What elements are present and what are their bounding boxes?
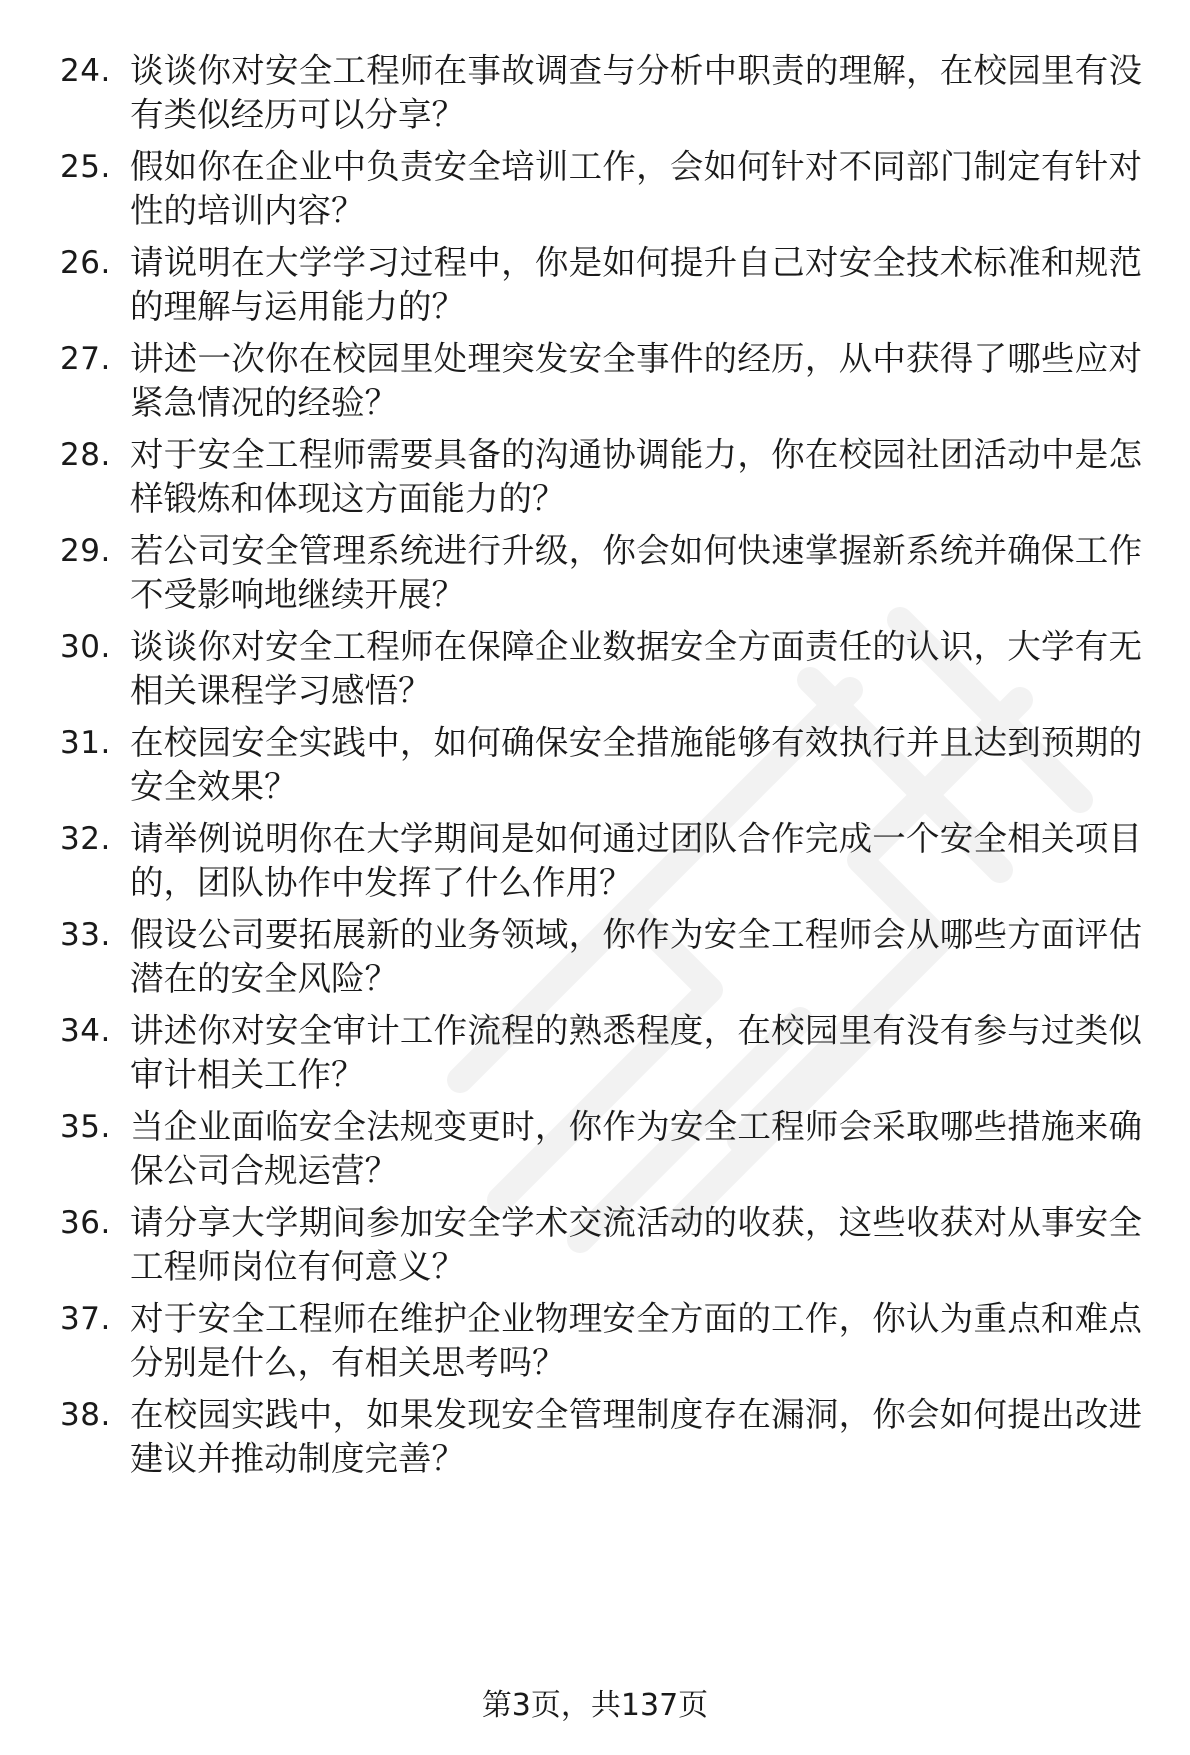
question-item — [0, 241, 1190, 341]
question-item — [0, 817, 1190, 917]
question-text: 假如你在企业中负责安全培训工作，会如何针对不同部门制定有针对性的培训内容？ — [130, 147, 1142, 230]
question-text: 请分享大学期间参加安全学术交流活动的收获，这些收获对从事安全工程师岗位有何意义？ — [130, 1203, 1142, 1286]
question-text: 当企业面临安全法规变更时，你作为安全工程师会采取哪些措施来确保公司合规运营？ — [130, 1107, 1142, 1190]
question-number: 38. — [60, 1397, 111, 1433]
question-text: 讲述你对安全审计工作流程的熟悉程度，在校园里有没有参与过类似审计相关工作？ — [130, 1011, 1142, 1094]
question-number: 31. — [60, 725, 111, 761]
question-number: 32. — [60, 821, 111, 857]
question-number: 29. — [60, 533, 111, 569]
question-number: 25. — [60, 149, 111, 185]
question-item — [0, 1009, 1190, 1109]
question-text: 谈谈你对安全工程师在保障企业数据安全方面责任的认识，大学有无相关课程学习感悟？ — [130, 627, 1142, 710]
question-text: 对于安全工程师需要具备的沟通协调能力，你在校园社团活动中是怎样锻炼和体现这方面能力的？ — [130, 435, 1142, 518]
question-text: 在校园实践中，如果发现安全管理制度存在漏洞，你会如何提出改进建议并推动制度完善？ — [130, 1395, 1142, 1478]
question-number: 27. — [60, 341, 111, 377]
question-item — [0, 1297, 1190, 1397]
question-item — [0, 721, 1190, 821]
question-item — [0, 433, 1190, 533]
question-number: 35. — [60, 1109, 111, 1145]
question-text: 请举例说明你在大学期间是如何通过团队合作完成一个安全相关项目的，团队协作中发挥了什么作用？ — [130, 819, 1142, 902]
question-number: 36. — [60, 1205, 111, 1241]
question-text: 谈谈你对安全工程师在事故调查与分析中职责的理解，在校园里有没有类似经历可以分享？ — [130, 51, 1142, 134]
question-text: 在校园安全实践中，如何确保安全措施能够有效执行并且达到预期的安全效果？ — [130, 723, 1142, 806]
question-number: 26. — [60, 245, 111, 281]
question-number: 33. — [60, 917, 111, 953]
question-number: 28. — [60, 437, 111, 473]
question-item — [0, 625, 1190, 725]
question-item — [0, 1201, 1190, 1301]
question-text: 对于安全工程师在维护企业物理安全方面的工作，你认为重点和难点分别是什么，有相关思考吗？ — [130, 1299, 1142, 1382]
question-item — [0, 1393, 1190, 1493]
question-text: 请说明在大学学习过程中，你是如何提升自己对安全技术标准和规范的理解与运用能力的？ — [130, 243, 1142, 326]
question-text: 讲述一次你在校园里处理突发安全事件的经历，从中获得了哪些应对紧急情况的经验？ — [130, 339, 1142, 422]
question-text: 若公司安全管理系统进行升级，你会如何快速掌握新系统并确保工作不受影响地继续开展？ — [130, 531, 1142, 614]
question-number: 34. — [60, 1013, 111, 1049]
question-number: 30. — [60, 629, 111, 665]
question-text: 假设公司要拓展新的业务领域，你作为安全工程师会从哪些方面评估潜在的安全风险？ — [130, 915, 1142, 998]
question-item — [0, 913, 1190, 1013]
question-item — [0, 1105, 1190, 1205]
question-item — [0, 529, 1190, 629]
question-number: 37. — [60, 1301, 111, 1337]
page-number: 第3页，共137页 — [481, 1688, 709, 1723]
question-number: 24. — [60, 53, 111, 89]
question-item — [0, 49, 1190, 149]
question-item — [0, 337, 1190, 437]
question-item — [0, 145, 1190, 245]
